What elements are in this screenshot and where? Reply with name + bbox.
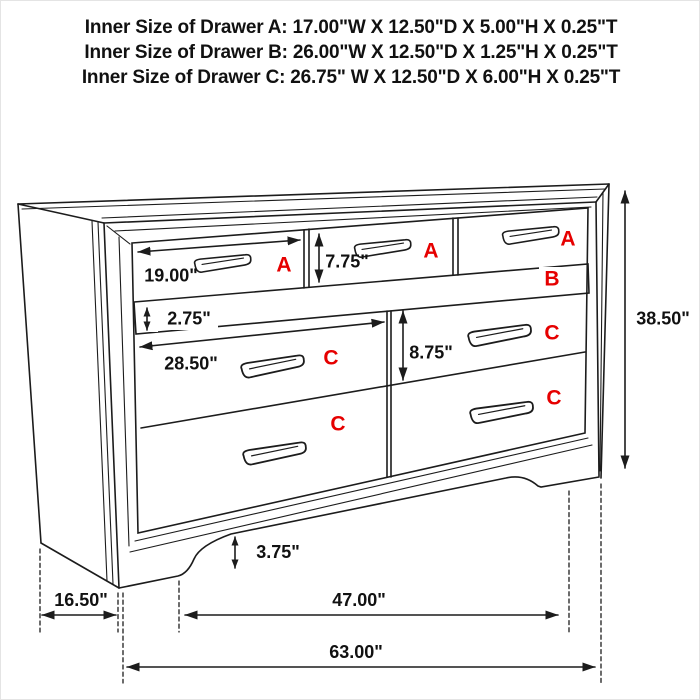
dim-overall-height: 38.50" — [636, 308, 690, 329]
band-b-label: B — [544, 267, 560, 291]
drawer-a1-label: A — [276, 253, 292, 277]
dim-overall-width: 63.00" — [329, 642, 383, 662]
dim-foot-height: 3.75" — [256, 542, 300, 562]
drawer-a3-label: A — [560, 227, 576, 251]
dim-side-depth: 16.50" — [54, 590, 108, 610]
drawer-c-left-bottom-label: C — [330, 412, 346, 436]
dresser-body — [18, 184, 609, 588]
drawer-c-left-top-label: C — [323, 346, 339, 370]
dim-drawer-a-height: 7.75" — [325, 251, 369, 272]
dim-band-height: 2.75" — [167, 308, 211, 329]
dresser-line-drawing — [1, 1, 700, 700]
dim-drawer-a-width: 19.00" — [144, 265, 198, 286]
drawer-a2-label: A — [423, 239, 439, 263]
drawer-c-right-bottom-label: C — [546, 386, 562, 410]
dim-drawer-c-width: 28.50" — [164, 353, 218, 374]
dim-drawer-c-height: 8.75" — [409, 342, 453, 363]
header-line-drawer-b: Inner Size of Drawer B: 26.00"W X 12.50"D X 1.25"H X 0.25"T — [84, 42, 618, 63]
dim-feet-span: 47.00" — [332, 590, 386, 610]
header-line-drawer-a: Inner Size of Drawer A: 17.00"W X 12.50"D X 5.00"H X 0.25"T — [84, 17, 618, 38]
drawer-c-right-top-label: C — [544, 321, 560, 345]
header-line-drawer-c: Inner Size of Drawer C: 26.75" W X 12.50"D X 6.00"H X 0.25"T — [81, 67, 621, 88]
dresser-silhouette — [18, 184, 609, 588]
